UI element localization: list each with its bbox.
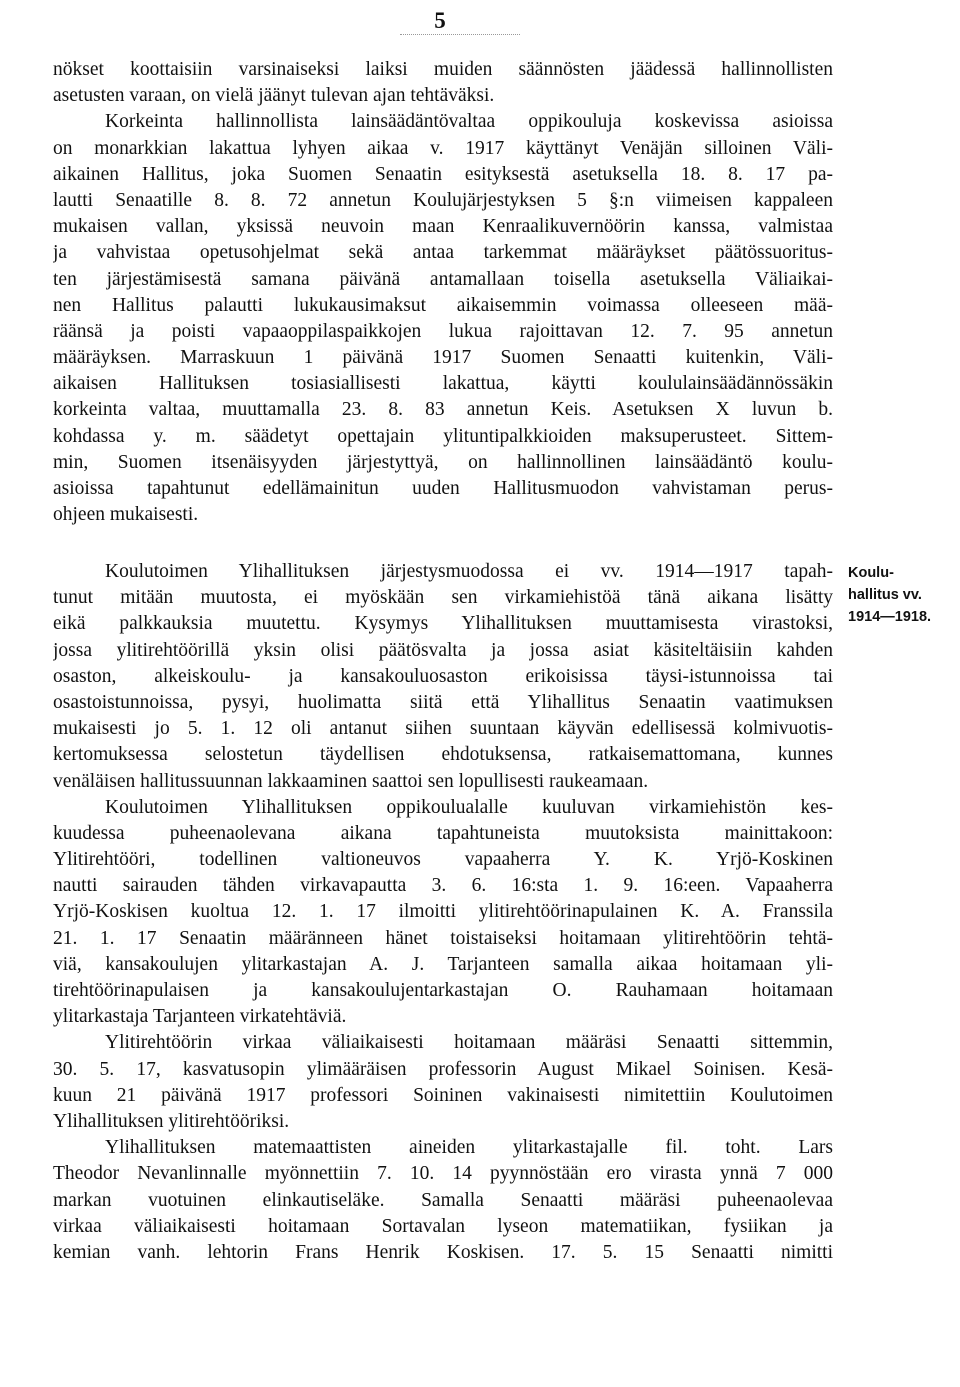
text-line: räänsä ja poisti vapaaoppilaspaikkojen lukua rajoittavan 12. 7. 95 annetun [53, 320, 833, 342]
text-line: ohjeen mukaisesti. [53, 504, 199, 526]
text-line: nautti sairauden tähden virkavapautta 3. 6. 16:sta 1. 9. 16:een. Vapaaherra [53, 875, 833, 897]
text-line: osaston, alkeiskoulu- ja kansakouluosaston erikoisissa täysi-istunnoissa tai [53, 665, 833, 687]
header-rule [400, 34, 520, 36]
text-line: on monarkkian lakattua lyhyen aikaa v. 1917 käyttänyt Venäjän silloinen Väli- [53, 137, 833, 159]
margin-note-line: 1914—1918. [848, 609, 932, 625]
text-line: eikä palkkauksia muutettu. Kysymys Ylihallituksen muuttamisesta virastoksi, [53, 613, 833, 635]
text-line: nökset koottaisiin varsinaiseksi laiksi muiden säännösten jäädessä hallinnollisten [53, 59, 833, 80]
text-line: aikaisen Hallituksen tosiasiallisesti lakattua, käytti koululainsäädännössäkin [53, 373, 833, 395]
text-line: korkeinta valtaa, muuttamalla 23. 8. 83 annetun Keis. Asetuksen X luvun b. [53, 399, 833, 421]
text-line: viä, kansakoulujen ylitarkastajan A. J. Tarjanteen samalla aikaa hoitamaan yli- [53, 953, 833, 975]
text-line: min, Suomen itsenäisyyden järjestyttyä, on hallinnollinen lainsäädäntö koulu- [53, 451, 833, 473]
text-line: kertomuksessa selostetun täydellisen ehdotuksensa, ratkaisemattomana, kunnes [53, 744, 833, 766]
text-line: markan vuotuinen elinkautiseläke. Samalla Senaatti määräsi puheenaolevaa [53, 1189, 833, 1211]
paragraph-1 [53, 57, 833, 528]
text-line: mukaisen vallan, yksissä neuvoin maan Kenraalikuvernöörin kanssa, valmistaa [53, 216, 833, 238]
paragraph-2-onwards [53, 559, 833, 1266]
page-number: 5 [434, 8, 446, 33]
text-line: kuudessa puheenaolevana aikana tapahtuneista muutoksista mainittakoon: [53, 822, 833, 844]
text-line: tunut mitään muutosta, ei myöskään sen virkamiehistöä tänä aikana lisätty [53, 587, 833, 609]
text-line: Koulutoimen Ylihallituksen järjestysmuodossa ei vv. 1914—1917 tapah- [105, 561, 833, 582]
text-line: kemian vanh. lehtorin Frans Henrik Koskisen. 17. 5. 15 Senaatti nimitti [53, 1241, 833, 1263]
text-line: ja vahvistaa opetusohjelmat sekä antaa tarkemmat määräykset päätössuoritus- [53, 242, 833, 264]
text-line: venäläisen hallitussuunnan lakkaaminen saattoi sen lopullisesti raukeamaan. [53, 770, 649, 792]
text-line: Ylihallituksen matemaattisten aineiden ylitarkastajalle fil. toht. Lars [105, 1137, 833, 1159]
text-line: Korkeinta hallinnollista lainsäädäntövaltaa oppikouluja koskevissa asioissa [105, 111, 833, 133]
text-line: asetusten varaan, on vielä jäänyt tulevan ajan tehtäväksi. [53, 85, 495, 107]
text-line: asioissa tapahtunut edellämainitun uuden Hallitusmuodon vahvistaman perus- [53, 478, 833, 499]
text-line: aikainen Hallitus, joka Suomen Senaatin esityksestä asetuksella 18. 8. 17 pa- [53, 163, 833, 185]
text-line: 21. 1. 17 Senaatin määränneen hänet toistaiseksi hoitamaan ylitirehtöörin tehtä- [53, 927, 833, 949]
text-line: kuun 21 päivänä 1917 professori Soininen vakinaisesti nimitettiin Koulutoimen [53, 1084, 833, 1106]
margin-note-line: Koulu- [848, 565, 894, 581]
text-line: tirehtöörinapulaisen ja kansakoulujentarkastajan O. Rauhamaan hoitamaan [53, 980, 833, 1001]
text-line: kohdassa y. m. säädetyt opettajain ylituntipalkkioiden maksuperusteet. Sittem- [53, 425, 833, 447]
text-line: Ylitirehtöörin virkaa väliaikaisesti hoitamaan määräsi Senaatti sittemmin, [105, 1032, 833, 1054]
text-line: jossa ylitirehtöörillä yksin olisi päätösvalta ja jossa asiat käsiteltäisiin kahden [53, 639, 833, 661]
margin-note [848, 562, 948, 628]
text-line: mukaisesti jo 5. 1. 12 oli antanut siihen suuntaan käyvän edellisessä kolmivuotis- [53, 718, 833, 740]
text-line: määräyksen. Marraskuun 1 päivänä 1917 Suomen Senaatti kuitenkin, Väli- [53, 347, 833, 369]
text-line: Ylitirehtööri, todellinen valtioneuvos vapaaherra Y. K. Yrjö-Koskinen [53, 849, 833, 871]
margin-note-line: hallitus vv. [848, 587, 922, 603]
text-line: Ylihallituksen ylitirehtööriksi. [53, 1110, 290, 1132]
text-line: Theodor Nevanlinnalle myönnettiin 7. 10. 14 pyynnöstään ero virasta ynnä 7 000 [53, 1163, 833, 1185]
text-line: nen Hallitus palautti lukukausimaksut aikaisemmin voimassa olleeseen mää- [53, 294, 833, 316]
text-line: ylitarkastaja Tarjanteen virkatehtäviä. [53, 1006, 347, 1028]
text-line: osastoistunnoissa, pysyi, huolimatta siitä että Ylihallitus Senaatin vaatimuksen [53, 691, 833, 713]
text-line: Yrjö-Koskisen kuoltua 12. 1. 17 ilmoitti ylitirehtöörinapulainen K. A. Franssila [53, 901, 833, 923]
text-line: virkaa väliaikaisesti hoitamaan Sortavalan lyseon matematiikan, fysiikan ja [53, 1215, 833, 1237]
text-line: Koulutoimen Ylihallituksen oppikoulualalle kuuluvan virkamiehistön kes- [105, 796, 833, 818]
text-line: ten järjestämisestä samana päivänä antamallaan toisella asetuksella Väliaikai- [53, 268, 833, 290]
text-line: lautti Senaatille 8. 8. 72 annetun Koulujärjestyksen 5 §:n viimeisen kappaleen [53, 189, 833, 211]
text-line: 30. 5. 17, kasvatusopin ylimääräisen professorin August Mikael Soinisen. Kesä- [53, 1058, 833, 1080]
